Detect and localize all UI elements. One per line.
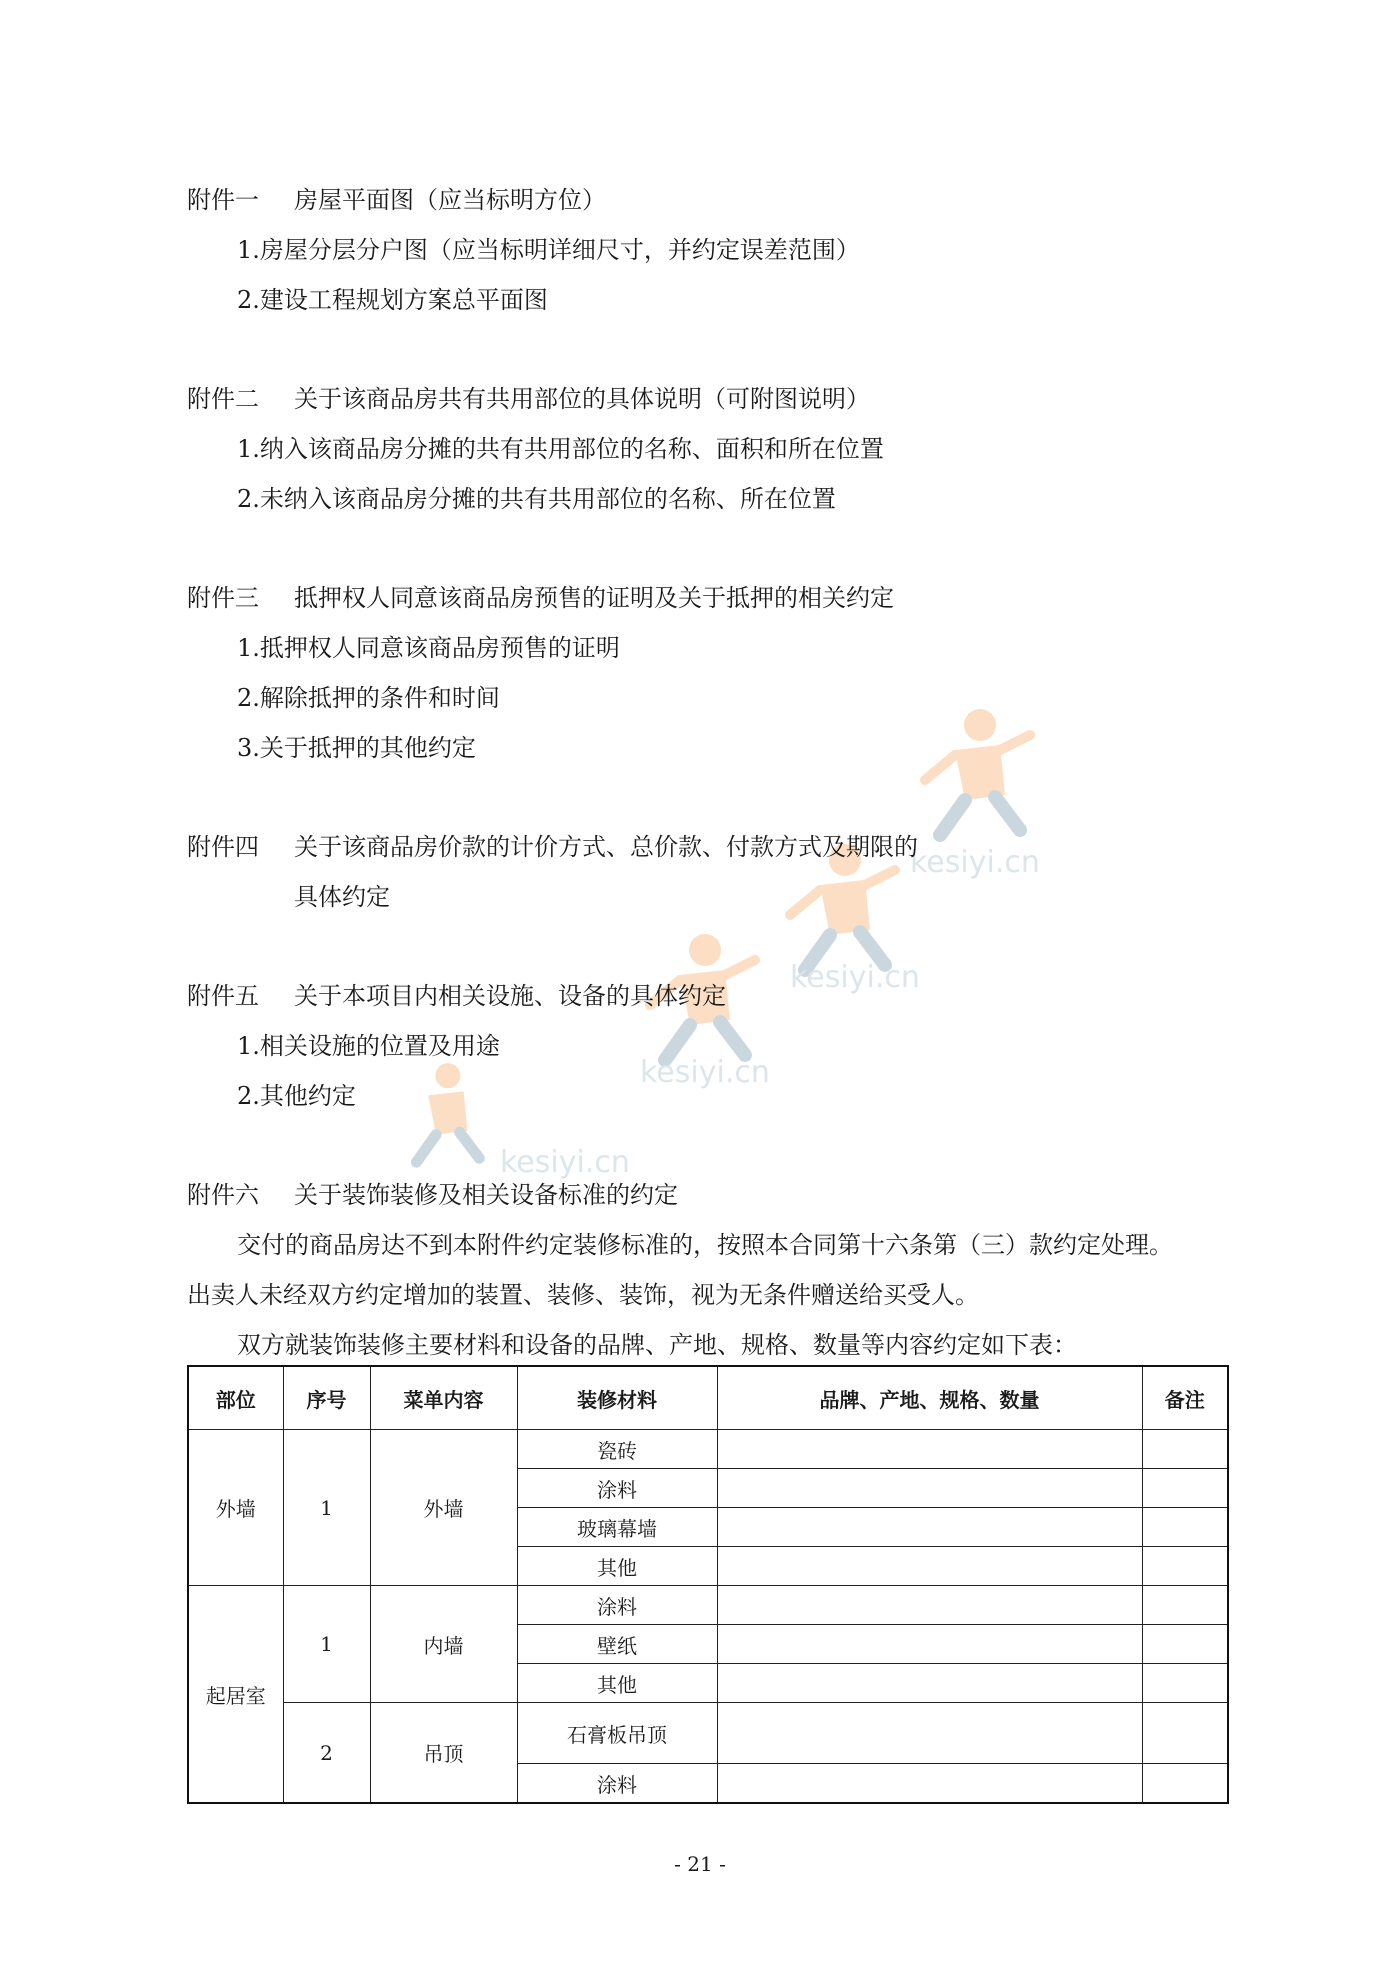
table-row <box>188 1586 1228 1625</box>
materials-table <box>187 1365 1229 1804</box>
paragraph-line: 交付的商品房达不到本附件约定装修标准的，按照本合同第十六条第（三）款约定处理。 <box>237 1231 1173 1259</box>
spec-cell[interactable] <box>717 1625 1142 1664</box>
table-header: 备注 <box>1142 1366 1228 1430</box>
spec-cell[interactable] <box>717 1547 1142 1586</box>
section-item: 2.解除抵押的条件和时间 <box>237 684 500 712</box>
section-tag: 附件四 <box>187 833 259 861</box>
material-cell: 涂料 <box>517 1586 717 1625</box>
material-cell: 涂料 <box>517 1764 717 1804</box>
material-cell: 涂料 <box>517 1469 717 1508</box>
section-heading <box>187 1180 678 1210</box>
paragraph-line: 双方就装饰装修主要材料和设备的品牌、产地、规格、数量等内容约定如下表： <box>237 1331 1077 1359</box>
content-cell: 外墙 <box>370 1430 517 1586</box>
table-row <box>188 1703 1228 1764</box>
material-cell: 石膏板吊顶 <box>517 1703 717 1764</box>
number-cell: 2 <box>283 1703 370 1804</box>
watermark-4 <box>375 1060 635 1200</box>
section-tag: 附件三 <box>187 584 259 612</box>
section-title: 关于本项目内相关设施、设备的具体约定 <box>294 982 726 1010</box>
remark-cell[interactable] <box>1142 1469 1228 1508</box>
section-item: 1.相关设施的位置及用途 <box>237 1032 500 1060</box>
spec-cell[interactable] <box>717 1586 1142 1625</box>
section-item: 1.纳入该商品房分摊的共有共用部位的名称、面积和所在位置 <box>237 435 884 463</box>
spec-cell[interactable] <box>717 1508 1142 1547</box>
section-item: 2.未纳入该商品房分摊的共有共用部位的名称、所在位置 <box>237 485 836 513</box>
section-title: 关于装饰装修及相关设备标准的约定 <box>294 1181 678 1209</box>
spec-cell[interactable] <box>717 1703 1142 1764</box>
section-item: 1.抵押权人同意该商品房预售的证明 <box>237 634 620 662</box>
section-title: 抵押权人同意该商品房预售的证明及关于抵押的相关约定 <box>294 584 894 612</box>
remark-cell[interactable] <box>1142 1764 1228 1804</box>
table-header: 序号 <box>283 1366 370 1430</box>
section-tag: 附件二 <box>187 385 259 413</box>
table-header-row <box>188 1366 1228 1430</box>
spec-cell[interactable] <box>717 1664 1142 1703</box>
location-cell: 起居室 <box>188 1586 283 1804</box>
content-cell: 吊顶 <box>370 1703 517 1804</box>
section-heading <box>187 981 726 1011</box>
remark-cell[interactable] <box>1142 1508 1228 1547</box>
remark-cell[interactable] <box>1142 1703 1228 1764</box>
material-cell: 瓷砖 <box>517 1430 717 1469</box>
material-cell: 壁纸 <box>517 1625 717 1664</box>
section-heading <box>187 583 894 613</box>
section-title: 关于该商品房共有共用部位的具体说明（可附图说明） <box>294 385 870 413</box>
section-title-continuation: 具体约定 <box>294 883 390 911</box>
section-tag: 附件五 <box>187 982 259 1010</box>
watermark-text: kesiyi.cn <box>500 1145 630 1180</box>
watermark-text: kesiyi.cn <box>790 960 920 995</box>
runner-figure-icon <box>375 1060 505 1170</box>
material-cell: 其他 <box>517 1547 717 1586</box>
content-cell: 内墙 <box>370 1586 517 1703</box>
remark-cell[interactable] <box>1142 1586 1228 1625</box>
table-header: 品牌、产地、规格、数量 <box>717 1366 1142 1430</box>
watermark-2 <box>770 840 930 1010</box>
spec-cell[interactable] <box>717 1430 1142 1469</box>
spec-cell[interactable] <box>717 1764 1142 1804</box>
section-title: 房屋平面图（应当标明方位） <box>294 186 606 214</box>
section-item: 2.其他约定 <box>237 1082 356 1110</box>
section-item: 1.房屋分层分户图（应当标明详细尺寸，并约定误差范围） <box>237 236 860 264</box>
table-header: 部位 <box>188 1366 283 1430</box>
number-cell: 1 <box>283 1430 370 1586</box>
section-heading <box>187 384 870 414</box>
remark-cell[interactable] <box>1142 1430 1228 1469</box>
runner-figure-icon <box>905 705 1035 845</box>
section-title: 关于该商品房价款的计价方式、总价款、付款方式及期限的 <box>294 833 918 861</box>
section-tag: 附件六 <box>187 1181 259 1209</box>
number-cell: 1 <box>283 1586 370 1703</box>
material-cell: 玻璃幕墙 <box>517 1508 717 1547</box>
section-item: 2.建设工程规划方案总平面图 <box>237 286 548 314</box>
remark-cell[interactable] <box>1142 1625 1228 1664</box>
remark-cell[interactable] <box>1142 1664 1228 1703</box>
paragraph-line: 出卖人未经双方约定增加的装置、装修、装饰，视为无条件赠送给买受人。 <box>187 1281 979 1309</box>
remark-cell[interactable] <box>1142 1547 1228 1586</box>
section-tag: 附件一 <box>187 186 259 214</box>
table-header: 菜单内容 <box>370 1366 517 1430</box>
page-number: - 21 - <box>674 1852 726 1876</box>
table-header: 装修材料 <box>517 1366 717 1430</box>
section-heading <box>187 185 606 215</box>
section-item: 3.关于抵押的其他约定 <box>237 734 476 762</box>
watermark-text: kesiyi.cn <box>910 845 1040 880</box>
location-cell: 外墙 <box>188 1430 283 1586</box>
section-heading <box>187 832 918 862</box>
watermark-3 <box>630 930 790 1100</box>
table-row <box>188 1430 1228 1469</box>
watermark-text: kesiyi.cn <box>640 1055 770 1090</box>
material-cell: 其他 <box>517 1664 717 1703</box>
spec-cell[interactable] <box>717 1469 1142 1508</box>
